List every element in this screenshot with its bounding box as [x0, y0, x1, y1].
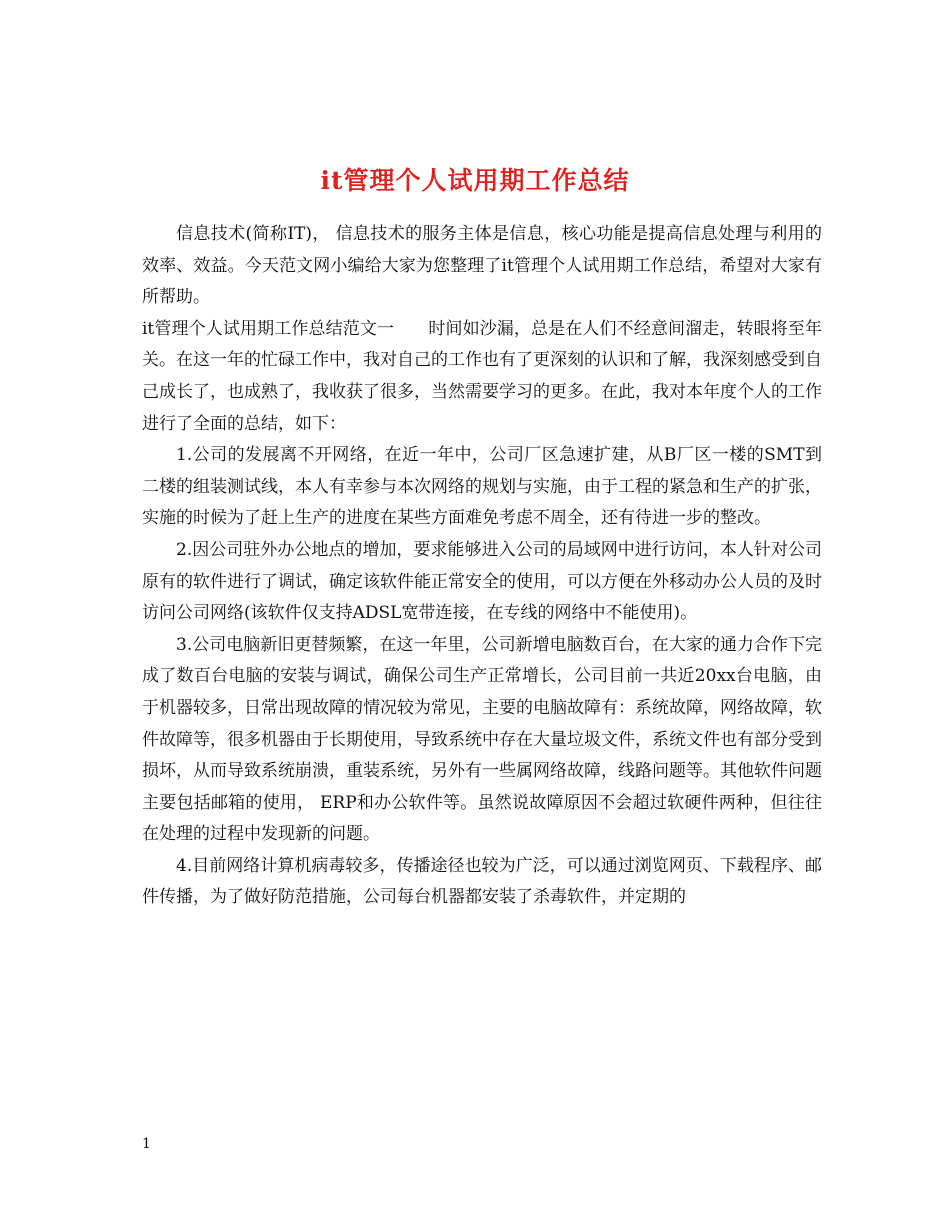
page-number: 1 [142, 1136, 151, 1152]
intro-paragraph: 信息技术(简称IT)， 信息技术的服务主体是信息，核心功能是提高信息处理与利用的效率、效益。今天范文网小编给大家为您整理了it管理个人试用期工作总结，希望对大家有所帮助。 [142, 224, 822, 308]
item-1-paragraph: 1.公司的发展离不开网络，在近一年中，公司厂区急速扩建，从B厂区一楼的SMT到二楼的组装测试线，本人有幸参与本次网络的规划与实施，由于工程的紧急和生产的扩张，实施的时候为了赶上生产的进度在某些方面难免考虑不周全，还有待进一步的整改。 [142, 445, 822, 529]
item-2-paragraph: 2.因公司驻外办公地点的增加，要求能够进入公司的局域网中进行访问，本人针对公司原有的软件进行了调试，确定该软件能正常安全的使用，可以方便在外移动办公人员的及时访问公司网络(该软件仅支持ADSL宽带连接，在专线的网络中不能使用)。 [142, 539, 822, 624]
item-4-paragraph: 4.目前网络计算机病毒较多，传播途径也较为广泛，可以通过浏览网页、下载程序、邮件传播，为了做好防范措施，公司每台机器都安装了杀毒软件，并定期的 [142, 855, 822, 908]
sample-heading-paragraph: it管理个人试用期工作总结范文一 时间如沙漏，总是在人们不经意间溜走，转眼将至年关。在这一年的忙碌工作中，我对自己的工作也有了更深刻的认识和了解，我深刻感受到自己成长了，也成熟了，我收获了很多，当然需要学习的更多。在此，我对本年度个人的工作进行了全面的总结，如下： [142, 318, 822, 434]
document-body [142, 219, 822, 914]
item-3-paragraph: 3.公司电脑新旧更替频繁，在这一年里，公司新增电脑数百台，在大家的通力合作下完成了数百台电脑的安装与调试，确保公司生产正常增长，公司目前一共近20xx台电脑，由于机器较多，日常出现故障的情况较为常见，主要的电脑故障有：系统故障，网络故障，软件故障等，很多机器由于长期使用，导致系统中存在大量垃圾文件，系统文件也有部分受到损坏，从而导致系统崩溃，重装系统，另外有一些属网络故障，线路问题等。其他软件问题主要包括邮箱的使用， ERP和办公软件等。虽然说故障原因不会超过软硬件两种，但往往在处理的过程中发现新的问题。 [142, 634, 822, 845]
document-title: it管理个人试用期工作总结 [320, 165, 630, 195]
